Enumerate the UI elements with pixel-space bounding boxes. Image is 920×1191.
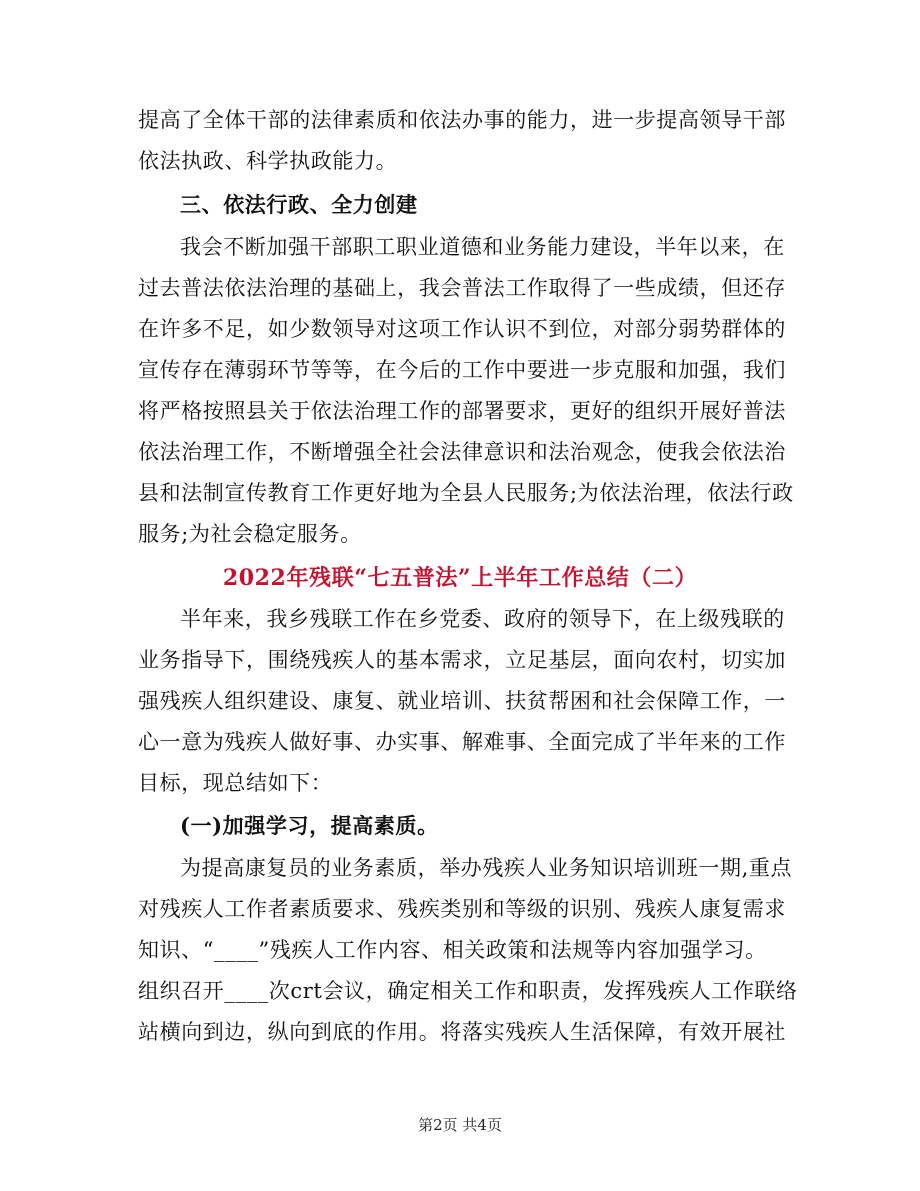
body-line: 宣传存在薄弱环节等等，在今后的工作中要进一步克服和加强，我们 xyxy=(138,358,786,382)
body-line: 半年来，我乡残联工作在乡党委、政府的领导下，在上级残联的 xyxy=(180,607,785,631)
document-title: 2022年残联“七五普法”上半年工作总结（二） xyxy=(222,565,698,591)
body-line: 强残疾人组织建设、康复、就业培训、扶贫帮困和社会保障工作，一 xyxy=(138,689,786,713)
body-line: 心一意为残疾人做好事、办实事、解难事、全面完成了半年来的工作 xyxy=(138,730,786,754)
subsection-heading: (一)加强学习，提高素质。 xyxy=(180,813,439,838)
body-line: 依法治理工作，不断增强全社会法律意识和法治观念，使我会依法治 xyxy=(138,440,786,464)
page-footer: 第2页 共4页 xyxy=(418,1116,502,1134)
body-line: 组织召开____次crt会议，确定相关工作和职责，发挥残疾人工作联络 xyxy=(138,979,798,1003)
body-line: 过去普法依法治理的基础上，我会普法工作取得了一些成绩，但还存 xyxy=(138,276,786,300)
body-line: 依法执政、科学执政能力。 xyxy=(138,149,398,173)
body-line: 在许多不足，如少数领导对这项工作认识不到位，对部分弱势群体的 xyxy=(138,317,786,341)
body-line: 将严格按照县关于依法治理工作的部署要求，更好的组织开展好普法 xyxy=(138,399,786,423)
body-line: 对残疾人工作者素质要求、残疾类别和等级的识别、残疾人康复需求 xyxy=(138,897,786,921)
body-line: 知识、“____”残疾人工作内容、相关政策和法规等内容加强学习。 xyxy=(138,938,767,962)
section-heading: 三、依法行政、全力创建 xyxy=(180,192,418,217)
body-line: 业务指导下，围绕残疾人的基本需求，立足基层，面向农村，切实加 xyxy=(138,648,786,672)
body-line: 目标，现总结如下： xyxy=(138,771,333,795)
body-line: 提高了全体干部的法律素质和依法办事的能力，进一步提高领导干部 xyxy=(138,108,786,132)
body-line: 服务;为社会稳定服务。 xyxy=(138,522,362,546)
body-line: 县和法制宣传教育工作更好地为全县人民服务;为依法治理，依法行政 xyxy=(138,481,794,505)
body-line: 我会不断加强干部职工职业道德和业务能力建设，半年以来，在 xyxy=(180,235,785,259)
body-line: 为提高康复员的业务素质，举办残疾人业务知识培训班一期,重点 xyxy=(180,856,793,880)
body-line: 站横向到边，纵向到底的作用。将落实残疾人生活保障，有效开展社 xyxy=(138,1020,786,1044)
